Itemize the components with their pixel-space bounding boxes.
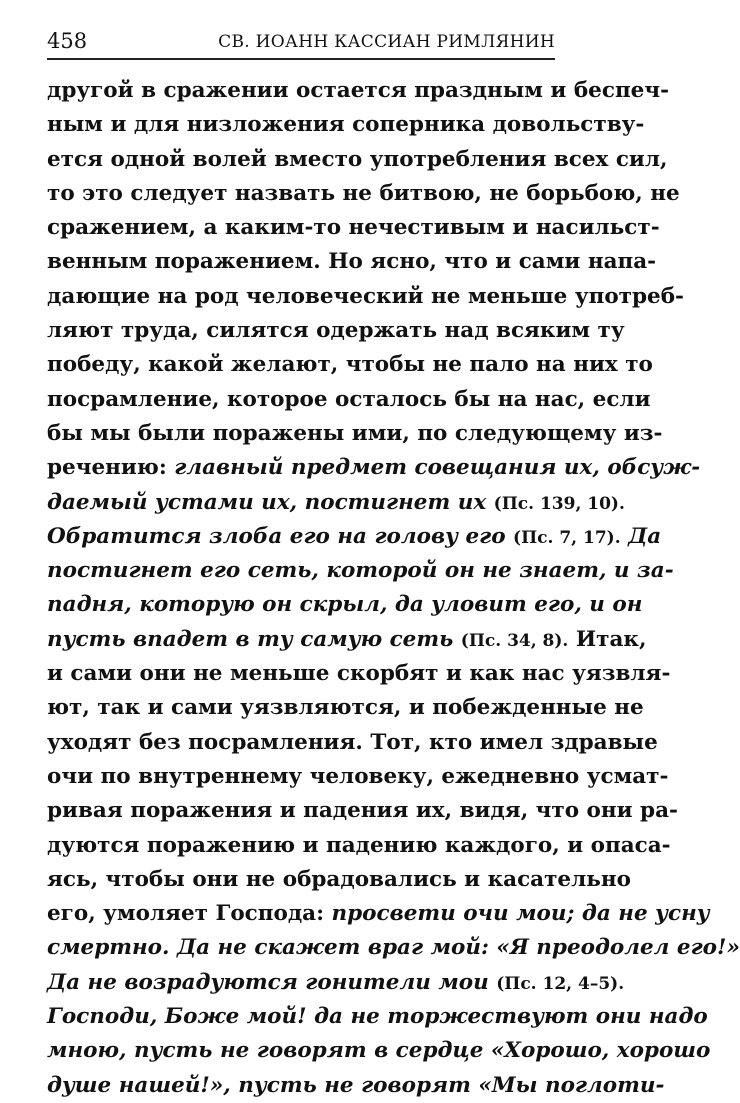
quotation-text: Обратится злоба его на голову его [47, 523, 514, 549]
text-segment: очи по внутреннему человеку, ежедневно усмат- [47, 763, 669, 789]
page-header [47, 26, 555, 60]
text-segment: его, умоляет Господа: [47, 901, 332, 927]
quotation-text: смертно. Да не скажет враг мой: «Я преодолел его!» [47, 935, 740, 961]
text-line [47, 348, 653, 382]
text-line [47, 314, 625, 348]
text-line [47, 657, 671, 691]
text-segment: дающие на род человеческий не меньше употреб- [47, 283, 684, 309]
text-line [47, 74, 670, 108]
text-line [47, 383, 651, 417]
text-line [47, 897, 710, 931]
quotation-text: мною, пусть не говорят в сердце «Хорошо, хорошо [47, 1038, 711, 1064]
scripture-reference: (Пс. 139, 10). [493, 493, 625, 514]
text-line [47, 520, 662, 554]
text-segment: сражением, а каким-то нечестивым и насильст- [47, 215, 660, 241]
text-segment: бы мы были поражены ими, по следующему из- [47, 420, 663, 446]
quotation-text: просвети очи мои; да не усну [331, 901, 710, 927]
text-line [47, 108, 645, 142]
text-segment: ляют труда, силятся одержать над всяким ту [47, 318, 625, 344]
text-line [47, 245, 657, 279]
text-segment: речению: [47, 455, 175, 481]
scripture-reference: (Пс. 12, 4–5). [496, 973, 625, 994]
text-line [47, 966, 625, 1000]
text-line [47, 726, 658, 760]
text-line [47, 177, 680, 211]
text-segment: ют, так и сами уязвляются, и побежденные не [47, 695, 644, 721]
text-line [47, 1069, 665, 1103]
text-segment: уходят без посрамления. Тот, кто имел здравые [47, 729, 658, 755]
text-line [47, 451, 701, 485]
text-segment: ется одной волей вместо употребления всех сил, [47, 146, 668, 172]
scripture-reference: (Пс. 34, 8). [460, 630, 569, 651]
text-line [47, 143, 668, 177]
text-line [47, 760, 669, 794]
text-line [47, 863, 631, 897]
text-line [47, 829, 671, 863]
quotation-text: падня, которую он скрыл, да уловит его, и он [47, 592, 643, 618]
text-line [47, 691, 644, 725]
text-line [47, 280, 684, 314]
text-line [47, 1034, 711, 1068]
quotation-text: постигнет его сеть, которой он не знает, и за- [47, 558, 674, 584]
text-line [47, 623, 647, 657]
quotation-text: Да не возрадуются гонители мои [47, 969, 497, 995]
scripture-reference: (Пс. 7, 17). [513, 527, 621, 548]
quotation-text: Да [620, 523, 662, 549]
text-line [47, 794, 678, 828]
text-segment: Итак, [568, 626, 647, 652]
text-line [47, 1000, 708, 1034]
quotation-text: Господи, Боже мой! да не торжествуют они надо [47, 1004, 708, 1030]
text-segment: ясь, чтобы они не обрадовались и касательно [47, 866, 631, 892]
quotation-text: душе нашей!», пусть не говорят «Мы поглоти- [47, 1072, 665, 1098]
text-line [47, 417, 663, 451]
text-line [47, 211, 660, 245]
text-segment: победу, какой желают, чтобы не пало на них то [47, 352, 653, 378]
body-text [47, 74, 740, 1103]
text-segment: ривая поражения и падения их, видя, что они ра- [47, 798, 678, 824]
text-segment: дуются поражению и падению каждого, и опаса- [47, 832, 671, 858]
text-line [47, 931, 740, 965]
running-title: СВ. ИОАНН КАССИАН РИМЛЯНИН [218, 32, 555, 52]
text-segment: венным поражением. Но ясно, что и сами напа- [47, 249, 657, 275]
text-segment: посрамление, которое осталось бы на нас, если [47, 386, 651, 412]
text-line [47, 554, 674, 588]
text-line [47, 486, 625, 520]
quotation-text: главный предмет совещания их, обсуж- [174, 455, 701, 481]
text-segment: то это следует назвать не битвою, не борьбою, не [47, 180, 680, 206]
text-line [47, 588, 643, 622]
quotation-text: даемый устами их, постигнет их [47, 489, 494, 515]
text-segment: другой в сражении остается праздным и беспеч- [47, 78, 670, 103]
page-number: 458 [47, 29, 88, 53]
text-segment: и сами они не меньше скорбят и как нас уязвля- [47, 661, 671, 687]
text-segment: ным и для низложения соперника довольству- [47, 112, 645, 138]
quotation-text: пусть впадет в ту самую сеть [47, 626, 461, 652]
